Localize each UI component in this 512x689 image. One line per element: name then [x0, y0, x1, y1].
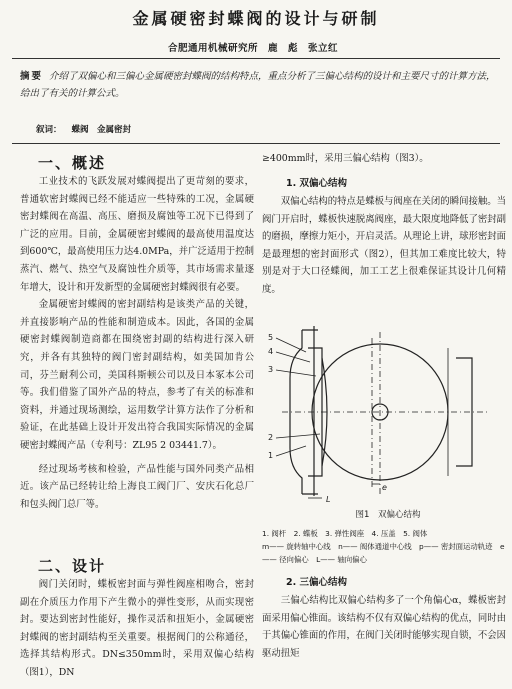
abstract	[20, 68, 496, 102]
figure-label: 2	[268, 433, 274, 442]
left-column-sec2	[20, 576, 254, 682]
figure-legend-parts: 1. 阀杆 2. 蝶板 3. 弹性阀座 4. 压盖 5. 阀体	[262, 529, 428, 538]
figure-caption: 图1 双偏心结构	[355, 510, 421, 520]
figure-legend	[262, 527, 508, 566]
keywords-value: 蝶阀 金属密封	[71, 125, 132, 135]
paragraph: 阀门关闭时，蝶板密封面与弹性阀座相吻合，密封副在介质压力作用下产生微小的弹性变形，从而实现密封。要达到密封性能好，操作灵活和扭矩小，金属硬密封蝶阀的密封副结构至关重要。根据阀门的公称通径，选择其结构形式。DN≤350mm时，采用双偏心结构（图1），DN	[20, 579, 254, 678]
figure-label: e	[382, 483, 387, 492]
right-column-sub2	[262, 592, 506, 662]
figure-label: 1	[268, 451, 274, 460]
abstract-text: 介绍了双偏心和三偏心金属硬密封蝶阀的结构特点，重点分析了三偏心结构的设计和主要尺寸的计算方法，给出了有关的计算公式。	[20, 71, 496, 99]
figure-label: 3	[268, 365, 274, 374]
keywords	[36, 123, 131, 135]
paragraph: ≥400mm时，采用三偏心结构（图3）。	[262, 153, 429, 164]
figure-label: L	[326, 495, 331, 504]
paper-title: 金属硬密封蝶阀的设计与研制	[132, 9, 380, 28]
paragraph: 工业技术的飞跃发展对蝶阀提出了更苛刻的要求，普通软密封蝶阀已经不能适应一些特殊的工况，金属硬密封蝶阀在高温、高压、磨损及腐蚀等工况下已得到了广泛的应用。目前，金属硬密封蝶阀的最高使用温度达到600℃，最高使用压力达4.0MPa，并广泛适用于控制蒸汽、燃气、热空气及腐蚀性介质等，其市场需求量逐年增大，设计和开发新型的金属硬密封蝶阀很有必要。	[20, 176, 254, 293]
figure-legend-symbols: m—— 旋转轴中心线 n—— 阀体通道中心线 p—— 密封面运动轨迹 e—— 径向偏心 L—— 轴向偏心	[262, 542, 505, 564]
section-heading-design: 二、设计	[38, 557, 107, 575]
figure-double-eccentric-diagram	[262, 318, 506, 504]
keywords-label: 叙词：	[36, 125, 62, 135]
right-column-sub1	[262, 193, 506, 299]
left-column-sec1	[20, 173, 254, 513]
paragraph: 三偏心结构比双偏心结构多了一个角偏心α，蝶板密封面采用偏心锥面。该结构不仅有双偏心结构的优点，同时由于其偏心锥面的作用，在阀门关闭时能够实现自锁，不会因驱动扭矩	[262, 595, 506, 659]
figure-label: 4	[268, 347, 274, 356]
paragraph: 金属硬密封蝶阀的密封副结构是该类产品的关键，并直接影响产品的性能和制造成本。因此，各国的金属硬密封蝶阀制造商都在围绕密封副的结构进行深入研究，并各有其独特的阀门密封副结构，如美国加肯公司，芬兰耐利公司，美国科斯顿公司以及日本冢本公司等。我们借鉴了国外产品的特点，参考了有关的标准和资料，并通过现场测绘，运用数学计算方法作了分析和验证，在此基础上设计开发出符合我国实际情况的金属硬密封蝶阀产品（专利号：ZL95 2 03441.7）。	[20, 299, 254, 451]
right-column-top	[262, 150, 506, 168]
paragraph: 经过现场考核和检验，产品性能与国外同类产品相近。该产品已经转让给上海良工阀门厂、安庆石化总厂和包头阀门总厂等。	[20, 463, 254, 510]
authors: 合肥通用机械研究所 鹿 彪 张立红	[168, 43, 339, 54]
abstract-label: 摘要	[20, 71, 44, 82]
section-heading-overview: 一、概述	[38, 154, 107, 172]
figure-label: 5	[268, 333, 274, 342]
subsection-heading-double-eccentric: 1. 双偏心结构	[286, 178, 348, 189]
divider	[12, 143, 500, 144]
subsection-heading-triple-eccentric: 2. 三偏心结构	[286, 577, 348, 588]
paragraph: 双偏心结构的特点是蝶板与阀座在关闭的瞬间接触。当阀门开启时，蝶板快速脱离阀座，最大限度地降低了密封副的磨损，摩擦力矩小，开启灵活。从理论上讲，球形密封面是最理想的密封面形式（图2），但其加工难度比较大，特别是对于大口径蝶阀，加工工艺上很难保证其设计几何精度。	[262, 196, 506, 295]
divider	[12, 58, 500, 59]
